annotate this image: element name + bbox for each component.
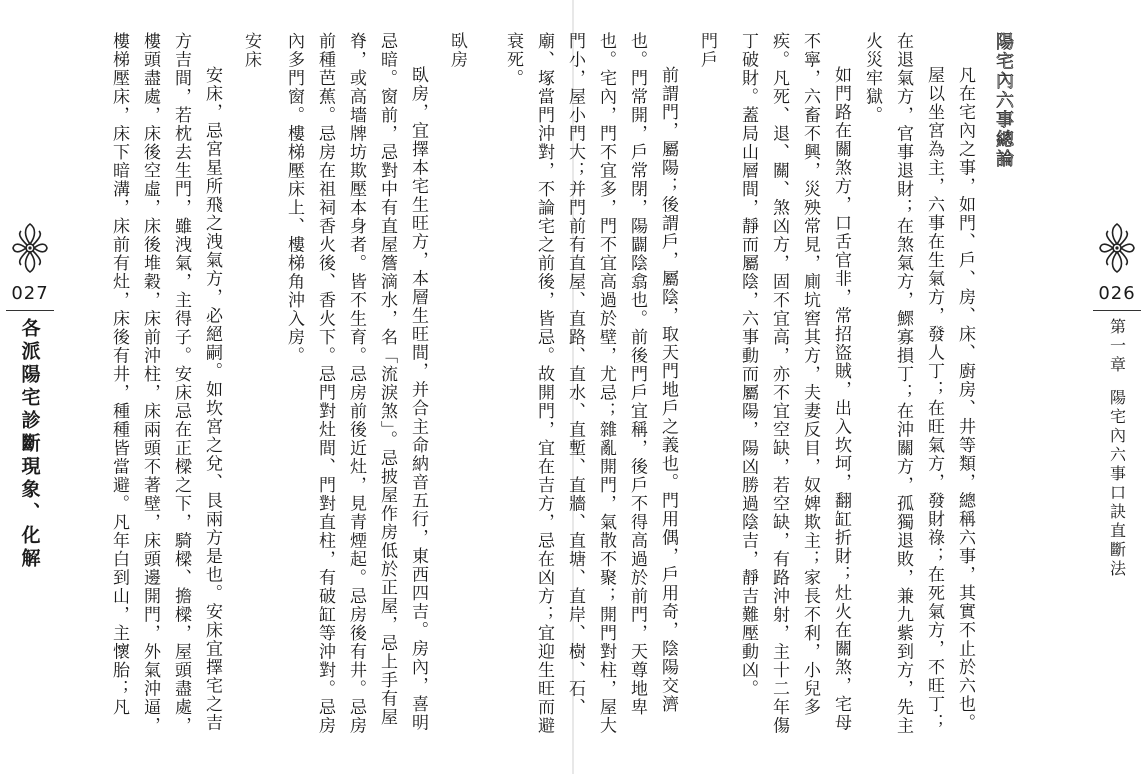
divider	[6, 310, 54, 311]
page-number: 027	[11, 283, 49, 304]
left-page-rail	[0, 0, 60, 774]
section-heading-bedroom: 臥房	[447, 32, 467, 69]
right-page	[503, 0, 1147, 774]
divider	[1093, 310, 1141, 311]
chapter-label: 第一章	[1107, 318, 1127, 375]
floral-ornament-icon	[10, 218, 50, 278]
section-heading-doors: 門戶	[697, 32, 717, 69]
section-heading-general: 陽宅內六事總論	[993, 32, 1014, 169]
paragraph-general-1: 凡在宅內之事，如門、戶、房、床、廚房、井等類，總稱六事，其實不止於六也。	[955, 66, 975, 732]
paragraph-general-3: 如門路在關煞方，口舌官非，常招盜賊，出入坎坷，翻缸折財；灶火在關煞，宅母不寧，六畜不興，災殃常見，廁坑窖其方，夫妻反目，奴婢欺主；家長不利，小兒多疾。凡死、退、關、煞凶方，固不宜高，亦不宜空缺，若空缺，有路沖射，主十二年傷丁破財。蓋局山層間，靜而屬陰，六事動而屬陽，陽凶勝過陰吉，靜吉難壓動凶。	[738, 32, 851, 735]
paragraph-bed-placement: 安床，忌宮星所飛之洩氣方，必絕嗣。如坎宮之兌、艮兩方是也。安床宜擇宅之吉方吉間，若枕去生門，雖洩氣，主得子。安床忌在正樑之下，騎樑、擔樑，屋頭盡處，樓頭盡處，床後空虛，床後堆穀，床前沖柱，床兩頭不著壁，床頭邊開門，外氣沖逼，樓梯壓床，床下暗溝，床前有灶，床後有井，種種皆當避。凡年白到山，主懷胎；凡	[109, 32, 222, 735]
right-body-text	[503, 32, 1019, 744]
paragraph-general-2: 屋以坐宮為主，六事在生氣方，發人丁；在旺氣方，發財祿；在死氣方，不旺丁；在退氣方，官事退財；在煞氣方，鰥寡損丁；在沖關方，孤獨退敗，兼九紫到方，先主火災牢獄。	[862, 32, 944, 735]
section-heading-bed-placement: 安床	[241, 32, 261, 69]
paragraph-doors: 前謂門，屬陽；後謂戶，屬陰，取天門地戶之義也。門用偶，戶用奇，陰陽交濟也。門常開，戶常閉，陽闢陰翕也。前後門戶宜稱，後戶不得高過於前門，天尊地卑也。宅內，門不宜多，門不宜高過於壁，尤忌；雜亂開門，氣散不聚；開門對柱，屋大門小，屋小門大；并門前有直屋、直路、直水、直塹、直牆、直塘、直岸、樹、石、廟、塚當門沖對，不論宅之前後，皆忌。故開門，宜在吉方，忌在凶方；宜迎生旺而避衰死。	[503, 32, 678, 735]
chapter-title: 陽宅內六事口訣直斷法	[1107, 389, 1127, 579]
running-title: 各派陽宅診斷現象、化解	[18, 318, 41, 571]
floral-ornament-icon	[1097, 218, 1137, 278]
left-page	[0, 0, 572, 774]
left-body-text	[100, 32, 472, 744]
paragraph-bedroom: 臥房，宜擇本宅生旺方，本層生旺間，并合主命納音五行，東西四吉。房內，喜明忌暗。窗前，忌對中有直屋簷滴水，名「流淚煞」。忌披屋作房低於正屋，忌上手有屋脊，或高墻牌坊欺壓本身者。皆不生育。忌房前後近灶，見青煙起。忌房後有井。忌房前種芭蕉。忌房在祖祠香火後、香火下。忌門對灶間、門對直柱，有破缸等沖對。忌房內多門窗。樓梯壓床上、樓梯角沖入房。	[284, 32, 428, 735]
running-title	[1087, 318, 1147, 579]
right-page-rail	[1087, 0, 1147, 774]
page-number: 026	[1098, 283, 1136, 304]
